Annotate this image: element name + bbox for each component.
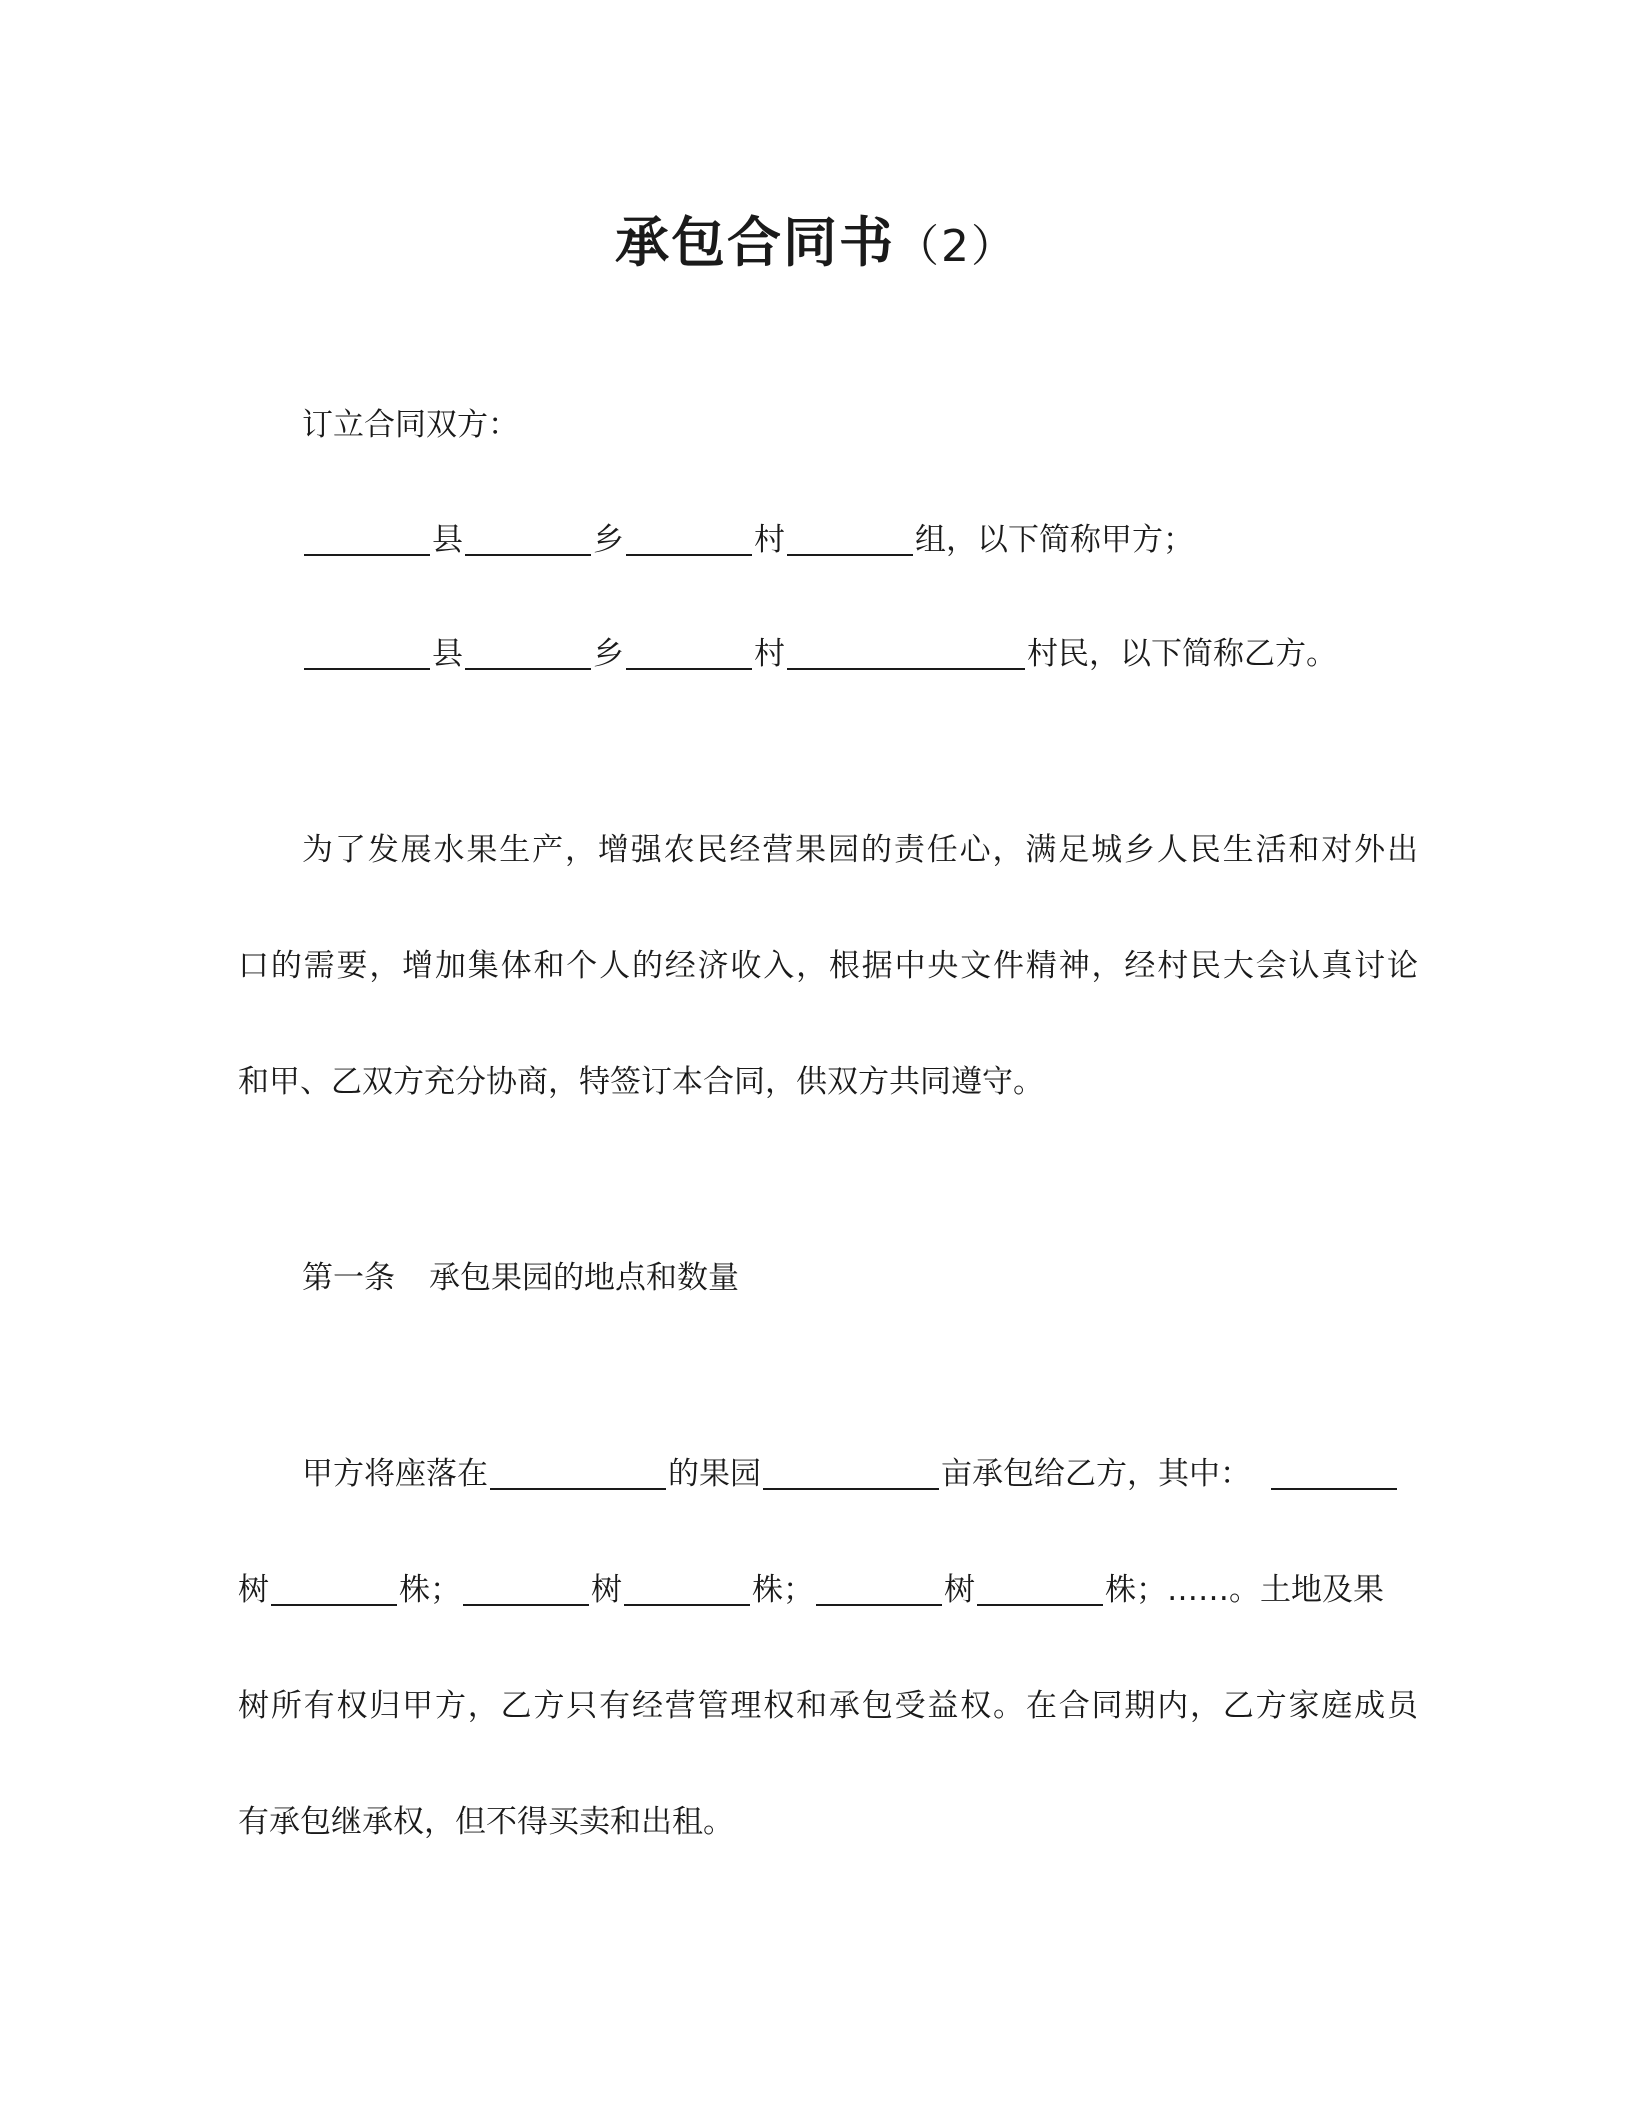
- document-title: [0, 200, 1632, 277]
- text-span: 树: [238, 1572, 269, 1608]
- blank-field[interactable]: [763, 1458, 939, 1490]
- blank-field[interactable]: [977, 1574, 1103, 1606]
- blank-field[interactable]: [271, 1574, 397, 1606]
- article-number: 第一条: [302, 1260, 395, 1296]
- blank-field[interactable]: [626, 524, 752, 556]
- article-1-line-4: 有承包继承权，但不得买卖和出租。: [238, 1804, 734, 1840]
- article-1-line-3: 树所有权归甲方，乙方只有经营管理权和承包受益权。在合同期内，乙方家庭成员: [238, 1688, 1418, 1724]
- text-span: 树: [591, 1572, 622, 1608]
- label-county: 县: [432, 522, 463, 558]
- blank-field[interactable]: [1271, 1458, 1397, 1490]
- blank-field[interactable]: [787, 524, 913, 556]
- text-span: 的果园: [668, 1456, 761, 1492]
- text-span: 株；: [752, 1572, 814, 1608]
- party-a-tail: 组，以下简称甲方；: [915, 522, 1194, 558]
- label-village: 村: [754, 522, 785, 558]
- preamble-line-1: 为了发展水果生产，增强农民经营果园的责任心，满足城乡人民生活和对外出: [302, 832, 1418, 868]
- text-span: 树: [944, 1572, 975, 1608]
- blank-field[interactable]: [624, 1574, 750, 1606]
- text-span: 株；: [1105, 1572, 1167, 1608]
- parties-intro: 订立合同双方：: [302, 407, 519, 443]
- title-suffix: （2）: [895, 221, 1017, 272]
- text-span: 株；: [399, 1572, 461, 1608]
- blank-field[interactable]: [787, 638, 1025, 670]
- article-1-line-2: [238, 1570, 1418, 1610]
- blank-field[interactable]: [816, 1574, 942, 1606]
- party-b-line: [302, 634, 1418, 674]
- blank-field[interactable]: [626, 638, 752, 670]
- blank-field[interactable]: [463, 1574, 589, 1606]
- party-b-tail: 村民，以下简称乙方。: [1027, 636, 1337, 672]
- text-span: ……。土地及果: [1167, 1572, 1384, 1608]
- article-1-heading: [302, 1258, 1418, 1298]
- text-span: 亩承包给乙方，其中：: [941, 1456, 1251, 1492]
- title-main: 承包合同书: [615, 211, 895, 274]
- label-township: 乡: [593, 636, 624, 672]
- article-heading: 承包果园的地点和数量: [429, 1260, 739, 1296]
- party-a-line: [302, 520, 1418, 560]
- blank-field[interactable]: [465, 638, 591, 670]
- preamble-line-2: 口的需要，增加集体和个人的经济收入，根据中央文件精神，经村民大会认真讨论: [238, 948, 1418, 984]
- blank-field[interactable]: [465, 524, 591, 556]
- label-county: 县: [432, 636, 463, 672]
- blank-field[interactable]: [304, 524, 430, 556]
- label-township: 乡: [593, 522, 624, 558]
- label-village: 村: [754, 636, 785, 672]
- text-span: 甲方将座落在: [302, 1456, 488, 1492]
- article-1-line-1: [302, 1454, 1418, 1494]
- blank-field[interactable]: [304, 638, 430, 670]
- preamble-line-3: 和甲、乙双方充分协商，特签订本合同，供双方共同遵守。: [238, 1064, 1044, 1100]
- blank-field[interactable]: [490, 1458, 666, 1490]
